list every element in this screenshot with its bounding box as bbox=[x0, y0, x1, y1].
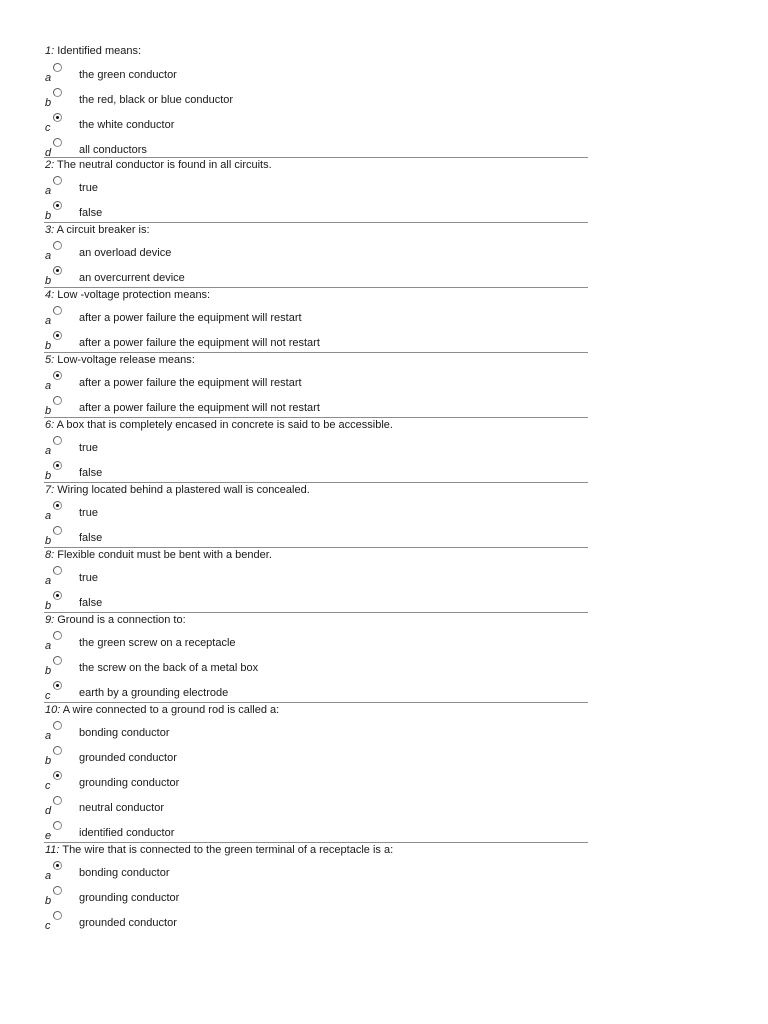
option-letter: c bbox=[45, 122, 51, 134]
option-label: true bbox=[79, 572, 98, 584]
radio-selected-icon[interactable] bbox=[53, 201, 62, 210]
radio-icon[interactable] bbox=[53, 138, 62, 147]
radio-icon[interactable] bbox=[53, 176, 62, 185]
option-letter: b bbox=[45, 895, 52, 907]
answer-option[interactable] bbox=[44, 436, 584, 456]
question-text bbox=[45, 484, 310, 496]
question-prompt: The neutral conductor is found in all circuits. bbox=[57, 159, 272, 171]
answer-option[interactable] bbox=[44, 331, 584, 351]
option-letter: c bbox=[45, 920, 51, 932]
answer-option[interactable] bbox=[44, 796, 584, 816]
question-text bbox=[45, 844, 393, 856]
question-6 bbox=[44, 417, 588, 482]
option-letter: b bbox=[45, 405, 52, 417]
radio-selected-icon[interactable] bbox=[53, 331, 62, 340]
option-letter: c bbox=[45, 780, 51, 792]
answer-option[interactable] bbox=[44, 501, 584, 521]
answer-option[interactable] bbox=[44, 176, 584, 196]
option-letter: a bbox=[45, 510, 52, 522]
question-prompt: A wire connected to a ground rod is called a: bbox=[62, 704, 280, 716]
radio-selected-icon[interactable] bbox=[53, 861, 62, 870]
answer-option[interactable] bbox=[44, 821, 584, 841]
option-letter: b bbox=[45, 97, 52, 109]
question-text bbox=[45, 289, 210, 301]
question-prompt: Low -voltage protection means: bbox=[57, 289, 211, 301]
option-label: bonding conductor bbox=[79, 727, 170, 739]
question-10 bbox=[44, 702, 588, 842]
answer-option[interactable] bbox=[44, 886, 584, 906]
option-label: all conductors bbox=[79, 144, 147, 156]
option-label: the white conductor bbox=[79, 119, 175, 131]
answer-option[interactable] bbox=[44, 861, 584, 881]
radio-selected-icon[interactable] bbox=[53, 461, 62, 470]
radio-icon[interactable] bbox=[53, 721, 62, 730]
option-label: false bbox=[79, 597, 103, 609]
radio-selected-icon[interactable] bbox=[53, 266, 62, 275]
option-letter: b bbox=[45, 755, 52, 767]
question-number: 10: bbox=[45, 704, 61, 716]
radio-selected-icon[interactable] bbox=[53, 681, 62, 690]
question-number: 11: bbox=[45, 844, 60, 856]
radio-icon[interactable] bbox=[53, 306, 62, 315]
question-8 bbox=[44, 547, 588, 612]
question-text bbox=[45, 419, 393, 431]
answer-option[interactable] bbox=[44, 656, 584, 676]
option-label: grounding conductor bbox=[79, 892, 180, 904]
question-number: 9: bbox=[45, 614, 55, 626]
question-text bbox=[45, 159, 272, 171]
radio-icon[interactable] bbox=[53, 63, 62, 72]
option-letter: a bbox=[45, 72, 52, 84]
option-letter: d bbox=[45, 805, 52, 817]
option-letter: b bbox=[45, 275, 52, 287]
question-number: 4: bbox=[45, 289, 55, 301]
question-4 bbox=[44, 287, 588, 352]
question-prompt: Flexible conduit must be bent with a bender. bbox=[57, 549, 272, 561]
question-text bbox=[45, 614, 186, 626]
option-label: the red, black or blue conductor bbox=[79, 94, 234, 106]
option-label: after a power failure the equipment will restart bbox=[79, 312, 302, 324]
question-5 bbox=[44, 352, 588, 417]
question-number: 8: bbox=[45, 549, 55, 561]
question-number: 2: bbox=[45, 159, 55, 171]
answer-option[interactable] bbox=[44, 591, 584, 611]
option-letter: a bbox=[45, 640, 52, 652]
option-label: bonding conductor bbox=[79, 867, 170, 879]
option-label: grounding conductor bbox=[79, 777, 180, 789]
radio-selected-icon[interactable] bbox=[53, 371, 62, 380]
option-label: false bbox=[79, 532, 103, 544]
answer-option[interactable] bbox=[44, 566, 584, 586]
question-text bbox=[45, 224, 150, 236]
answer-option[interactable] bbox=[44, 911, 584, 931]
question-11 bbox=[44, 842, 588, 932]
radio-selected-icon[interactable] bbox=[53, 591, 62, 600]
option-letter: e bbox=[45, 830, 52, 842]
question-prompt: Low-voltage release means: bbox=[57, 354, 195, 366]
question-prompt: Identified means: bbox=[57, 45, 142, 57]
option-letter: c bbox=[45, 690, 51, 702]
radio-selected-icon[interactable] bbox=[53, 771, 62, 780]
question-number: 3: bbox=[45, 224, 55, 236]
radio-icon[interactable] bbox=[53, 656, 62, 665]
option-label: true bbox=[79, 507, 98, 519]
radio-icon[interactable] bbox=[53, 746, 62, 755]
answer-option[interactable] bbox=[44, 771, 584, 791]
option-label: identified conductor bbox=[79, 827, 175, 839]
option-label: after a power failure the equipment will not restart bbox=[79, 337, 320, 349]
question-number: 5: bbox=[45, 354, 55, 366]
answer-option[interactable] bbox=[44, 721, 584, 741]
option-label: the screw on the back of a metal box bbox=[79, 662, 259, 674]
answer-option[interactable] bbox=[44, 241, 584, 261]
option-label: false bbox=[79, 467, 103, 479]
answer-option[interactable] bbox=[44, 681, 584, 701]
question-text bbox=[45, 549, 272, 561]
answer-option[interactable] bbox=[44, 396, 584, 416]
answer-option[interactable] bbox=[44, 266, 584, 286]
answer-option[interactable] bbox=[44, 113, 584, 133]
answer-option[interactable] bbox=[44, 63, 584, 83]
option-letter: b bbox=[45, 665, 52, 677]
option-letter: a bbox=[45, 575, 52, 587]
option-letter: a bbox=[45, 870, 52, 882]
question-7 bbox=[44, 482, 588, 547]
question-text bbox=[45, 704, 279, 716]
option-label: after a power failure the equipment will not restart bbox=[79, 402, 320, 414]
question-prompt: Wiring located behind a plastered wall is concealed. bbox=[57, 484, 310, 496]
option-letter: a bbox=[45, 730, 52, 742]
option-letter: a bbox=[45, 185, 52, 197]
radio-icon[interactable] bbox=[53, 526, 62, 535]
option-label: an overload device bbox=[79, 247, 172, 259]
question-text bbox=[45, 354, 195, 366]
answer-option[interactable] bbox=[44, 461, 584, 481]
option-label: the green screw on a receptacle bbox=[79, 637, 236, 649]
option-letter: a bbox=[45, 315, 52, 327]
option-label: grounded conductor bbox=[79, 917, 177, 929]
question-prompt: A box that is completely encased in concrete is said to be accessible. bbox=[56, 419, 393, 431]
radio-icon[interactable] bbox=[53, 821, 62, 830]
option-letter: b bbox=[45, 340, 52, 352]
option-label: true bbox=[79, 182, 98, 194]
radio-icon[interactable] bbox=[53, 631, 62, 640]
radio-selected-icon[interactable] bbox=[53, 501, 62, 510]
option-letter: b bbox=[45, 535, 52, 547]
radio-icon[interactable] bbox=[53, 566, 62, 575]
answer-option[interactable] bbox=[44, 746, 584, 766]
answer-option[interactable] bbox=[44, 306, 584, 326]
radio-icon[interactable] bbox=[53, 396, 62, 405]
answer-option[interactable] bbox=[44, 371, 584, 391]
question-2 bbox=[44, 157, 588, 222]
option-label: true bbox=[79, 442, 98, 454]
answer-option[interactable] bbox=[44, 138, 584, 158]
option-letter: b bbox=[45, 600, 52, 612]
option-label: after a power failure the equipment will restart bbox=[79, 377, 302, 389]
question-number: 6: bbox=[45, 419, 55, 431]
option-label: grounded conductor bbox=[79, 752, 177, 764]
option-letter: b bbox=[45, 470, 52, 482]
radio-icon[interactable] bbox=[53, 796, 62, 805]
question-text bbox=[45, 45, 141, 57]
option-label: an overcurrent device bbox=[79, 272, 185, 284]
answer-option[interactable] bbox=[44, 88, 584, 108]
question-3 bbox=[44, 222, 588, 287]
option-letter: a bbox=[45, 445, 52, 457]
option-label: false bbox=[79, 207, 103, 219]
option-label: earth by a grounding electrode bbox=[79, 687, 229, 699]
answer-option[interactable] bbox=[44, 201, 584, 221]
option-letter: a bbox=[45, 380, 52, 392]
option-label: neutral conductor bbox=[79, 802, 164, 814]
question-9 bbox=[44, 612, 588, 702]
answer-option[interactable] bbox=[44, 631, 584, 651]
question-prompt: The wire that is connected to the green terminal of a receptacle is a: bbox=[62, 844, 394, 856]
radio-icon[interactable] bbox=[53, 241, 62, 250]
radio-icon[interactable] bbox=[53, 436, 62, 445]
option-letter: a bbox=[45, 250, 52, 262]
question-prompt: Ground is a connection to: bbox=[57, 614, 186, 626]
radio-icon[interactable] bbox=[53, 88, 62, 97]
option-label: the green conductor bbox=[79, 69, 177, 81]
radio-icon[interactable] bbox=[53, 886, 62, 895]
option-letter: d bbox=[45, 147, 52, 159]
question-prompt: A circuit breaker is: bbox=[56, 224, 150, 236]
option-letter: b bbox=[45, 210, 52, 222]
radio-selected-icon[interactable] bbox=[53, 113, 62, 122]
answer-option[interactable] bbox=[44, 526, 584, 546]
radio-icon[interactable] bbox=[53, 911, 62, 920]
question-number: 1: bbox=[45, 45, 55, 57]
question-number: 7: bbox=[45, 484, 55, 496]
